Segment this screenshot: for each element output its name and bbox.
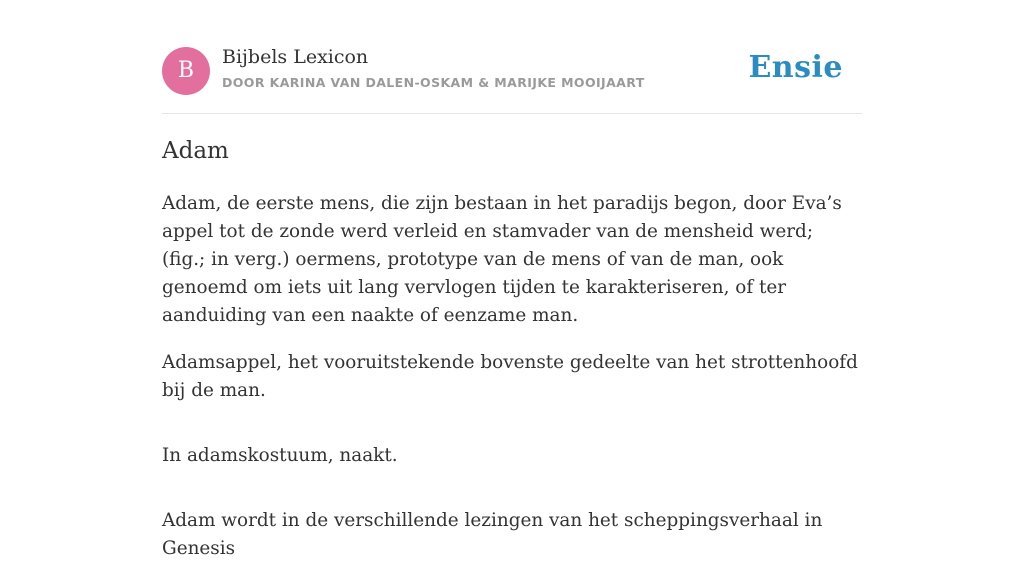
book-authors: DOOR KARINA VAN DALEN-OSKAM & MARIJKE MOOIJAART <box>222 75 645 90</box>
book-avatar[interactable]: B <box>162 47 210 95</box>
entry-content <box>162 190 862 582</box>
entry-paragraph-adamskostuum: In adamskostuum, naakt. <box>162 445 398 466</box>
page-container <box>162 0 862 559</box>
entry-title: Adam <box>162 138 229 164</box>
book-title[interactable]: Bijbels Lexicon <box>222 46 369 68</box>
header <box>162 0 862 114</box>
entry-paragraph-genesis: Adam wordt in de verschillende lezingen van het scheppingsverhaal in Genesis <box>162 510 823 559</box>
entry-paragraph-adamsappel: Adamsappel, het vooruitstekende bovenste gedeelte van het strottenhoofd bij de man. <box>162 352 858 401</box>
entry-paragraph-definition: Adam, de eerste mens, die zijn bestaan in het paradijs begon, door Eva’s appel tot de zonde werd verleid en stamvader van de mensheid werd; (fig.; in verg.) oermens, prototype van de mens of van de man, ook genoemd om iets uit lang vervlogen tijden te karakteriseren, of ter aanduiding van een naakte of eenzame man. <box>162 193 842 326</box>
ensie-logo[interactable]: Ensie <box>748 50 843 85</box>
